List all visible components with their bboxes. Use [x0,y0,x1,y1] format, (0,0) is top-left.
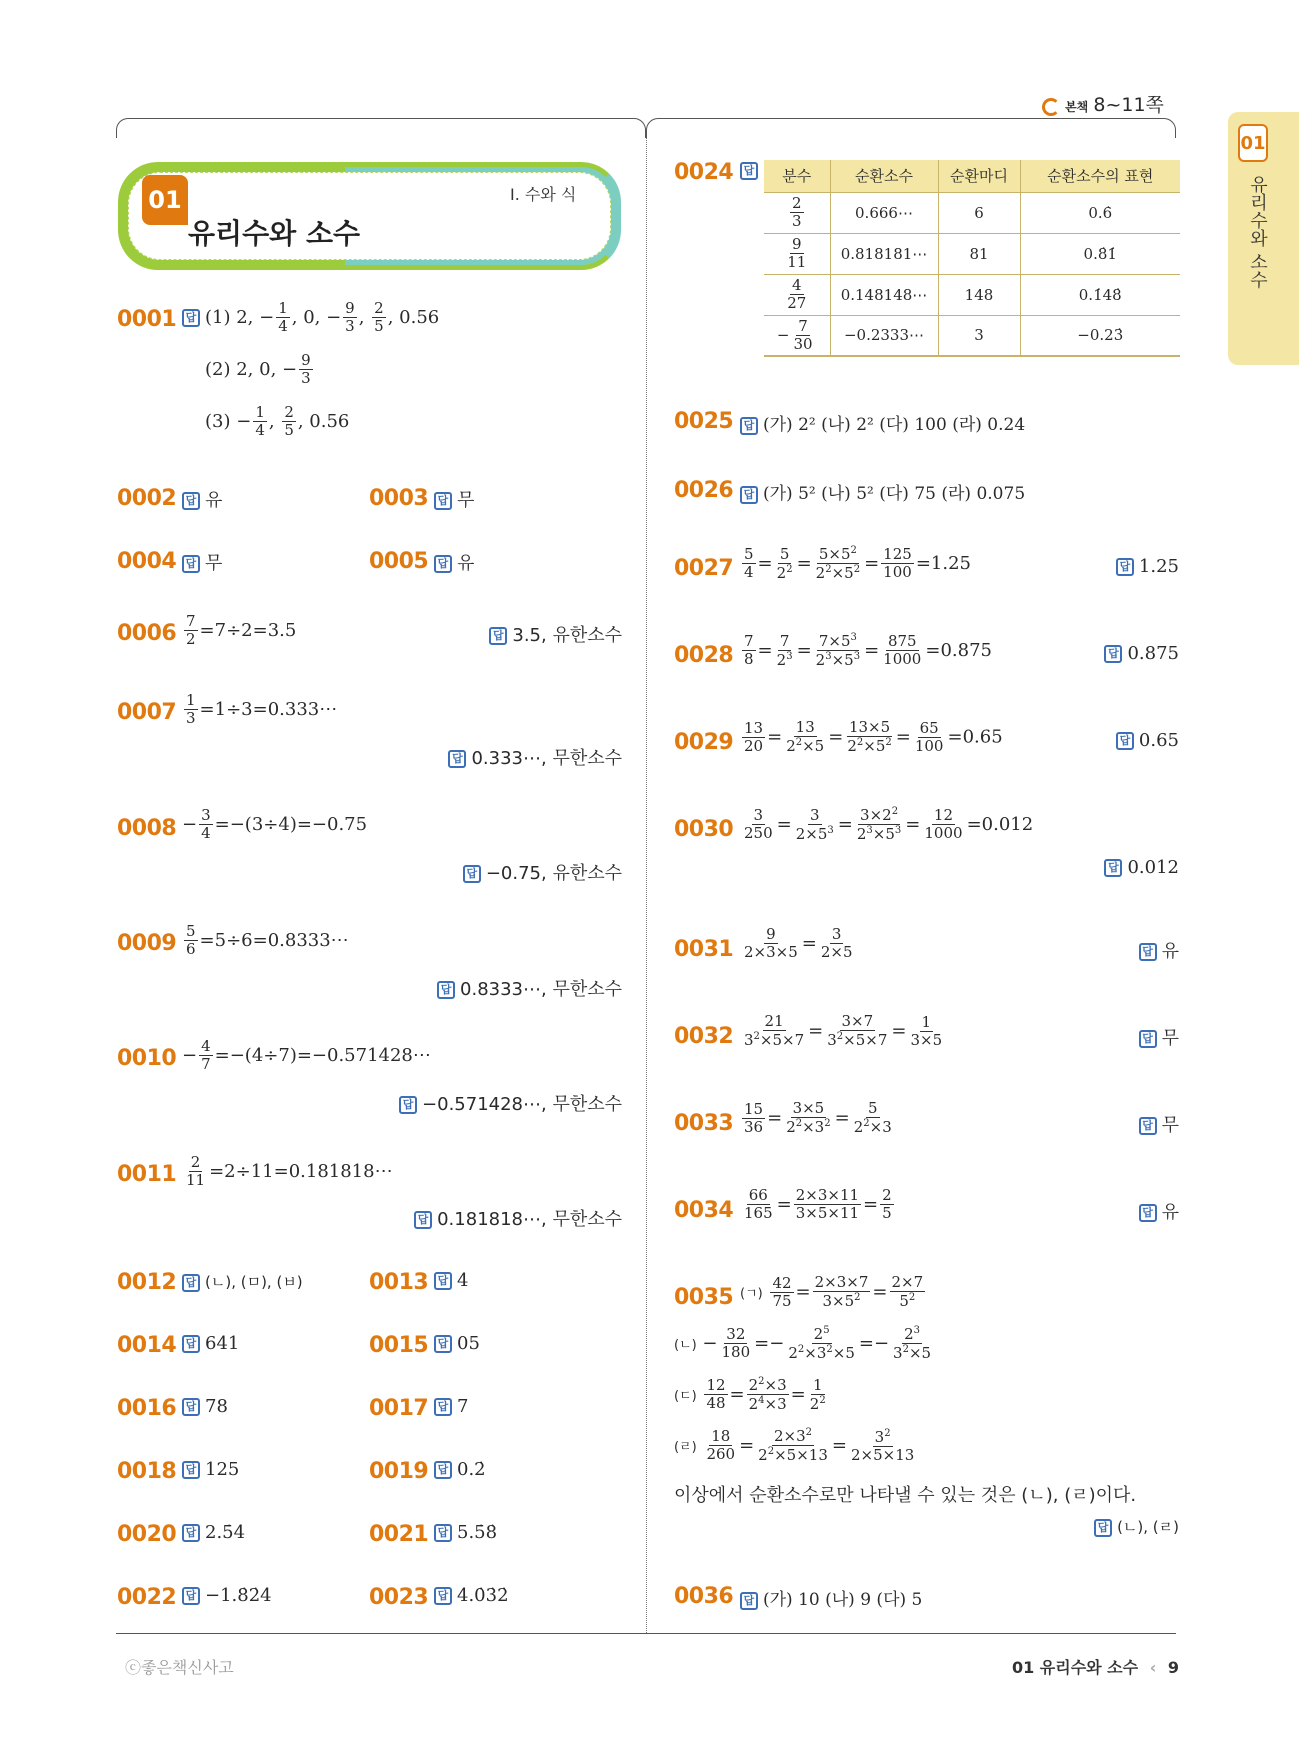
problem-number: 0021 [369,1522,429,1547]
work: $\frac{5}{6}$ =5÷6=0.8333⋯ [186,922,349,959]
answer: 답 125 [182,1459,239,1480]
work: − $\frac{3}{4}$ =−(3÷4)=−0.75 [182,806,368,843]
answer-icon: 답 [740,417,758,435]
answer: 답 05 [434,1333,480,1354]
section-title: 유리수와 소수 [188,217,361,250]
table-header: 순환소수의 표현 [1020,160,1180,192]
work: $\frac{2}{11}$ =2÷11=0.181818⋯ [186,1153,393,1190]
problem-number: 0032 [674,1024,734,1049]
answer: 답 −0.571428⋯, 무한소수 [399,1090,622,1116]
frame-top-left [116,118,646,138]
table-cell-fraction: $\frac{9}{11}$ [764,233,830,274]
chapter-tab-number: 01 [1238,124,1268,162]
table-cell: 148 [938,274,1020,315]
table-cell-fraction: $\frac{4}{27}$ [764,274,830,315]
work: $\frac{7}{2}$ =7÷2=3.5 [186,612,297,649]
table-row [764,233,1180,274]
answer: 답 4 [434,1270,468,1291]
work: $\frac{7}{8}$ = $\frac{7}{2^3}$ = $\frac{7\times 5^3}{2^3\times 5^3}$ = $\frac{875}{1000}$ =0.875 [744,631,992,670]
answer: 답 3.5, 유한소수 [489,621,622,647]
answer: 답 −0.75, 유한소수 [463,859,622,885]
footer-chapter [1012,1655,1179,1678]
answer-icon: 답 [1116,558,1134,576]
answer-icon: 답 [437,981,455,999]
problem-number: 0022 [117,1585,177,1610]
answer-icon: 답 [182,492,200,510]
work: $\frac{3}{250}$ = $\frac{3}{2\times 5^3}$ = $\frac{3\times 2^2}{2^3\times 5^3}$ = $\frac{12}{1000}$ =0.012 [744,805,1034,844]
page-number: 9 [1167,1658,1179,1677]
table-header: 분수 [764,160,830,192]
problem-number: 0036 [674,1584,734,1609]
table-cell: −0.23̇ [1020,315,1180,356]
table-cell: −0.2333⋯ [830,315,938,356]
problem-number: 0015 [369,1333,429,1358]
answer: 답 0.333⋯, 무한소수 [448,744,622,770]
problem-number: 0035 [674,1285,734,1310]
table-cell-fraction: $\frac{2}{3}$ [764,192,830,233]
ref-pages: 8~11쪽 [1093,94,1164,116]
table-cell: 0.6̇ [1020,192,1180,233]
table-row [764,274,1180,315]
table-cell: 3 [938,315,1020,356]
answer-icon: 답 [434,1587,452,1605]
conclusion: 이상에서 순환소수로만 나타낼 수 있는 것은 (ㄴ), (ㄹ)이다. [674,1485,1137,1506]
answer-icon: 답 [740,1592,758,1610]
answer: 답 78 [182,1396,228,1417]
answer: 답 무 [1139,1111,1179,1137]
problem-number: 0033 [674,1111,734,1136]
answer-icon: 답 [434,1335,452,1353]
work: $\frac{1}{3}$ =1÷3=0.333⋯ [186,691,338,728]
answer: 답 0.012 [1104,857,1179,878]
work-c: (ㄷ) $\frac{12}{48}$ = $\frac{2^2\times 3}{2^4\times 3}$ = $\frac{1}{2^2}$ [674,1375,826,1414]
problem-number: 0018 [117,1459,177,1484]
work: $\frac{9}{2\times 3\times 5}$ = $\frac{3}{2\times 5}$ [744,925,853,962]
answer-icon: 답 [740,162,758,180]
answer-icon: 답 [1094,1519,1112,1537]
answer: 답 0.181818⋯, 무한소수 [414,1205,622,1231]
answer-icon: 답 [434,1524,452,1542]
problem-number: 0012 [117,1270,177,1295]
frame-bottom [116,1633,1176,1634]
answer-icon: 답 [463,865,481,883]
table-row [764,315,1180,356]
problem-number: 0029 [674,730,734,755]
answer: 답 (ㄴ), (ㄹ) [1094,1516,1179,1537]
chevron-left-icon: ‹ [1149,1658,1157,1677]
table-cell: 6 [938,192,1020,233]
problem-number: 0004 [117,549,177,574]
answer-icon: 답 [434,1398,452,1416]
answer-icon: 답 [434,492,452,510]
work-d: (ㄹ) $\frac{18}{260}$ = $\frac{2\times 3^2}{2^2\times 5\times 13}$ = $\frac{3^2}{2\times 5\times 13}$ [674,1427,915,1465]
column-divider [646,138,647,1633]
answer: 답 4.0̇3̇2̇ [434,1585,509,1606]
copyright: ⓒ좋은책신사고 [125,1658,234,1677]
work: $\frac{21}{3^2\times 5\times 7}$ = $\frac{3\times 7}{3^2\times 5\times 7}$ = $\frac{1}{3\times 5}$ [744,1012,943,1050]
repeating-decimal-table [764,160,1180,357]
problem-number: 0002 [117,486,177,511]
problem-0001-line3: (3) − $\frac{1}{4}$ , $\frac{2}{5}$ , 0.56 [205,403,350,440]
answer-icon: 답 [489,627,507,645]
problem-number: 0027 [674,556,734,581]
problem-number: 0003 [369,486,429,511]
answer: 답 0.8333⋯, 무한소수 [437,975,622,1001]
work: $\frac{66}{165}$ = $\frac{2\times 3\times 11}{3\times 5\times 11}$ = $\frac{2}{5}$ [744,1186,892,1223]
answer: 답 0.2̇ [434,1459,486,1480]
section-number-badge: 01 [142,175,188,225]
answer-icon: 답 [1139,943,1157,961]
answer: 답 0.875 [1104,643,1179,664]
answer-icon-wrap [740,160,763,180]
problem-number: 0025 [674,409,734,434]
answer: 답 5.5̇8̇ [434,1522,497,1543]
problem-number: 0024 [674,160,734,185]
answer-icon: 답 [448,750,466,768]
problem-number: 0014 [117,1333,177,1358]
answer: 답 무 [434,486,474,512]
problem-number: 0019 [369,1459,429,1484]
work-a: (ㄱ) $\frac{42}{75}$ = $\frac{2\times 3\times 7}{3\times 5^2}$ = $\frac{2\times 7}{5^2}$ [740,1273,924,1311]
frame-top-right [646,118,1176,138]
answer-icon: 답 [434,555,452,573]
answer-icon: 답 [434,1461,452,1479]
answer-icon: 답 [740,486,758,504]
problem-number: 0016 [117,1396,177,1421]
work: $\frac{13}{20}$ = $\frac{13}{2^2\times 5}$ = $\frac{13\times 5}{2^2\times 5^2}$ = $\frac{65}{100}$ =0.65 [744,718,1003,756]
answer: 답 (가) 5² (나) 5² (다) 75 (라) 0.075 [740,479,1025,504]
problem-number: 0034 [674,1198,734,1223]
answer-icon: 답 [182,1274,200,1292]
answer: 답 무 [1139,1024,1179,1050]
work: − $\frac{4}{7}$ =−(4÷7)=−0.571428⋯ [182,1037,431,1074]
answer-icon: 답 [1139,1030,1157,1048]
problem-number: 0026 [674,478,734,503]
answer-icon: 답 [434,1272,452,1290]
answer: 답 유 [182,486,222,512]
answer: 답 (가) 10 (나) 9 (다) 5 [740,1585,922,1610]
table-cell-fraction: − $\frac{7}{30}$ [764,315,830,356]
answer-icon: 답 [1104,859,1122,877]
problem-0001-line2: (2) 2, 0, − $\frac{9}{3}$ [205,351,311,388]
answer-icon: 답 [1139,1204,1157,1222]
problem-number: 0001 [117,307,177,332]
answer-icon: 답 [182,1587,200,1605]
answer: 답 1.25 [1116,556,1179,577]
problem-number: 0013 [369,1270,429,1295]
chapter-tab-title: 유리수와 소수 [1247,175,1268,289]
problem-number: 0030 [674,817,734,842]
answer: 답 7 [434,1396,468,1417]
page-ref [1042,90,1164,117]
table-cell: 0.666⋯ [830,192,938,233]
problem-number: 0005 [369,549,429,574]
answer-icon: 답 [1104,645,1122,663]
table-row [764,192,1180,233]
answer-icon: 답 [182,555,200,573]
footer-chapter-title: 01 유리수와 소수 [1011,1658,1139,1677]
answer-icon: 답 [399,1096,417,1114]
problem-number: 0023 [369,1585,429,1610]
answer-icon: 답 [414,1211,432,1229]
answer: 답 641 [182,1333,239,1354]
table-header: 순환마디 [938,160,1020,192]
answer-icon: 답 [1116,732,1134,750]
answer: 답 (ㄴ), (ㅁ), (ㅂ) [182,1271,303,1292]
work: $\frac{5}{4}$ = $\frac{5}{2^2}$ = $\frac{5\times 5^2}{2^2\times 5^2}$ = $\frac{125}{100}$ =1.25 [744,544,971,583]
answer-icon: 답 [182,1461,200,1479]
answer-icon: 답 [182,1335,200,1353]
table-cell: 81 [938,233,1020,274]
answer-icon: 답 [182,1398,200,1416]
work-b: (ㄴ) − $\frac{32}{180}$ =− $\frac{2^5}{2^2\times 3^2\times 5}$ =− $\frac{2^3}{3^2\times 5}$ [674,1325,932,1363]
table-cell: 0.8̇1̇ [1020,233,1180,274]
refresh-arrow-icon [1042,98,1060,116]
answer-icon: 답 [182,1524,200,1542]
problem-number: 0020 [117,1522,177,1547]
answer-icon: 답 [182,309,200,327]
table-cell: 0.1̇48̇ [1020,274,1180,315]
answer: 답 유 [1139,1198,1179,1224]
table-cell: 0.818181⋯ [830,233,938,274]
problem-number: 0007 [117,700,177,725]
answer-icon: 답 [1139,1117,1157,1135]
problem-number: 0008 [117,816,177,841]
problem-0001-line1: 답 (1) 2, − $\frac{1}{4}$ , 0, − $\frac{9}{3}$ , $\frac{2}{5}$ , 0.56 [182,300,439,336]
table-header: 순환소수 [830,160,938,192]
answer: 답 유 [434,549,474,575]
problem-number: 0028 [674,643,734,668]
problem-number: 0031 [674,937,734,962]
ref-label: 본책 [1065,100,1089,114]
answer: 답 2.5̇4̇ [182,1522,245,1543]
problem-number: 0009 [117,931,177,956]
section-unit: Ⅰ. 수와 식 [510,185,577,204]
problem-number: 0011 [117,1162,177,1187]
work: $\frac{15}{36}$ = $\frac{3\times 5}{2^2\times 3^2}$ = $\frac{5}{2^2\times 3}$ [744,1099,892,1137]
table-cell: 0.148148⋯ [830,274,938,315]
problem-number: 0010 [117,1046,177,1071]
problem-number: 0006 [117,621,177,646]
problem-number: 0017 [369,1396,429,1421]
answer: 답 −1.8̇2̇4̇ [182,1585,272,1606]
answer: 답 유 [1139,937,1179,963]
answer: 답 (가) 2² (나) 2² (다) 100 (라) 0.24 [740,410,1025,435]
answer: 답 0.65 [1116,730,1179,751]
answer: 답 무 [182,549,222,575]
